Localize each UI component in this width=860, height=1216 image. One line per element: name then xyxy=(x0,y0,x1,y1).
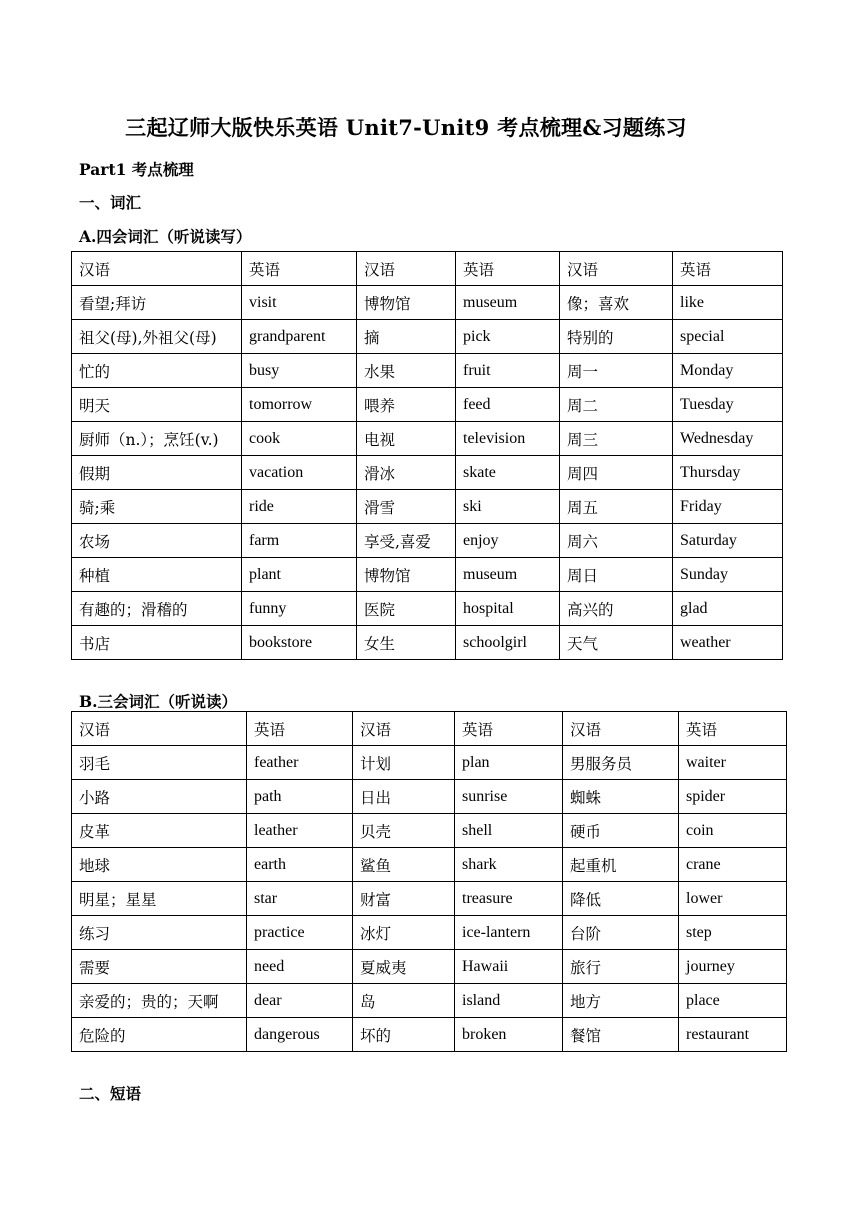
chinese-cell: 特别的 xyxy=(560,320,673,354)
chinese-cell: 坏的 xyxy=(353,1018,455,1052)
english-cell: 英语 xyxy=(455,712,563,746)
chinese-cell: 贝壳 xyxy=(353,814,455,848)
english-cell: broken xyxy=(455,1018,563,1052)
chinese-cell: 摘 xyxy=(357,320,456,354)
english-cell: lower xyxy=(679,882,787,916)
english-cell: glad xyxy=(673,592,783,626)
english-cell: farm xyxy=(242,524,357,558)
english-cell: Saturday xyxy=(673,524,783,558)
chinese-cell: 享受,喜爱 xyxy=(357,524,456,558)
english-cell: practice xyxy=(247,916,353,950)
table-row xyxy=(72,780,787,814)
chinese-cell: 蜘蛛 xyxy=(563,780,679,814)
english-cell: ski xyxy=(456,490,560,524)
chinese-cell: 亲爱的；贵的；天啊 xyxy=(72,984,247,1018)
english-cell: 英语 xyxy=(242,252,357,286)
table-row xyxy=(72,626,783,660)
english-cell: weather xyxy=(673,626,783,660)
table-row xyxy=(72,984,787,1018)
chinese-cell: 看望;拜访 xyxy=(72,286,242,320)
chinese-cell: 台阶 xyxy=(563,916,679,950)
english-cell: Tuesday xyxy=(673,388,783,422)
table-header-row xyxy=(72,252,783,286)
english-cell: museum xyxy=(456,286,560,320)
chinese-cell: 汉语 xyxy=(357,252,456,286)
chinese-cell: 厨师（n.）；烹饪(v.) xyxy=(72,422,242,456)
table-row xyxy=(72,882,787,916)
english-cell: need xyxy=(247,950,353,984)
english-cell: plant xyxy=(242,558,357,592)
chinese-cell: 高兴的 xyxy=(560,592,673,626)
section1-heading: 一、词汇 xyxy=(79,193,142,212)
english-cell: spider xyxy=(679,780,787,814)
english-cell: feed xyxy=(456,388,560,422)
english-cell: 英语 xyxy=(247,712,353,746)
english-cell: step xyxy=(679,916,787,950)
chinese-cell: 博物馆 xyxy=(357,286,456,320)
english-cell: funny xyxy=(242,592,357,626)
chinese-cell: 有趣的；滑稽的 xyxy=(72,592,242,626)
english-cell: 英语 xyxy=(456,252,560,286)
three-skill-vocab-table xyxy=(71,711,787,1052)
english-cell: dangerous xyxy=(247,1018,353,1052)
table-row xyxy=(72,558,783,592)
chinese-cell: 电视 xyxy=(357,422,456,456)
four-skill-vocab-table xyxy=(71,251,783,660)
english-cell: fruit xyxy=(456,354,560,388)
chinese-cell: 周四 xyxy=(560,456,673,490)
chinese-cell: 需要 xyxy=(72,950,247,984)
chinese-cell: 周一 xyxy=(560,354,673,388)
english-cell: 英语 xyxy=(679,712,787,746)
table-row xyxy=(72,592,783,626)
english-cell: star xyxy=(247,882,353,916)
chinese-cell: 冰灯 xyxy=(353,916,455,950)
chinese-cell: 喂养 xyxy=(357,388,456,422)
chinese-cell: 旅行 xyxy=(563,950,679,984)
english-cell: hospital xyxy=(456,592,560,626)
chinese-cell: 忙的 xyxy=(72,354,242,388)
chinese-cell: 羽毛 xyxy=(72,746,247,780)
chinese-cell: 周六 xyxy=(560,524,673,558)
chinese-cell: 周五 xyxy=(560,490,673,524)
chinese-cell: 练习 xyxy=(72,916,247,950)
english-cell: busy xyxy=(242,354,357,388)
table-row xyxy=(72,422,783,456)
chinese-cell: 汉语 xyxy=(72,252,242,286)
english-cell: Wednesday xyxy=(673,422,783,456)
chinese-cell: 地方 xyxy=(563,984,679,1018)
chinese-cell: 滑冰 xyxy=(357,456,456,490)
chinese-cell: 天气 xyxy=(560,626,673,660)
chinese-cell: 皮革 xyxy=(72,814,247,848)
table-row xyxy=(72,746,787,780)
english-cell: 英语 xyxy=(673,252,783,286)
chinese-cell: 财富 xyxy=(353,882,455,916)
chinese-cell: 岛 xyxy=(353,984,455,1018)
english-cell: island xyxy=(455,984,563,1018)
english-cell: crane xyxy=(679,848,787,882)
english-cell: waiter xyxy=(679,746,787,780)
chinese-cell: 餐馆 xyxy=(563,1018,679,1052)
table-row xyxy=(72,490,783,524)
chinese-cell: 女生 xyxy=(357,626,456,660)
chinese-cell: 汉语 xyxy=(72,712,247,746)
english-cell: path xyxy=(247,780,353,814)
chinese-cell: 周三 xyxy=(560,422,673,456)
table-row xyxy=(72,524,783,558)
chinese-cell: 周日 xyxy=(560,558,673,592)
english-cell: restaurant xyxy=(679,1018,787,1052)
table-row xyxy=(72,848,787,882)
tableA-heading: A.四会词汇（听说读写） xyxy=(79,227,252,246)
chinese-cell: 起重机 xyxy=(563,848,679,882)
chinese-cell: 明星；星星 xyxy=(72,882,247,916)
chinese-cell: 夏威夷 xyxy=(353,950,455,984)
tableB-heading: B.三会词汇（听说读） xyxy=(79,692,237,711)
english-cell: coin xyxy=(679,814,787,848)
english-cell: treasure xyxy=(455,882,563,916)
chinese-cell: 骑;乘 xyxy=(72,490,242,524)
chinese-cell: 汉语 xyxy=(560,252,673,286)
english-cell: vacation xyxy=(242,456,357,490)
chinese-cell: 水果 xyxy=(357,354,456,388)
english-cell: special xyxy=(673,320,783,354)
english-cell: tomorrow xyxy=(242,388,357,422)
chinese-cell: 鲨鱼 xyxy=(353,848,455,882)
chinese-cell: 降低 xyxy=(563,882,679,916)
table-row xyxy=(72,354,783,388)
english-cell: like xyxy=(673,286,783,320)
chinese-cell: 日出 xyxy=(353,780,455,814)
chinese-cell: 假期 xyxy=(72,456,242,490)
english-cell: pick xyxy=(456,320,560,354)
english-cell: ride xyxy=(242,490,357,524)
chinese-cell: 种植 xyxy=(72,558,242,592)
table-row xyxy=(72,1018,787,1052)
english-cell: ice-lantern xyxy=(455,916,563,950)
chinese-cell: 书店 xyxy=(72,626,242,660)
chinese-cell: 汉语 xyxy=(563,712,679,746)
table-row xyxy=(72,916,787,950)
table-header-row xyxy=(72,712,787,746)
table-row xyxy=(72,814,787,848)
table-row xyxy=(72,320,783,354)
chinese-cell: 医院 xyxy=(357,592,456,626)
english-cell: plan xyxy=(455,746,563,780)
chinese-cell: 计划 xyxy=(353,746,455,780)
english-cell: Hawaii xyxy=(455,950,563,984)
chinese-cell: 周二 xyxy=(560,388,673,422)
chinese-cell: 男服务员 xyxy=(563,746,679,780)
english-cell: enjoy xyxy=(456,524,560,558)
english-cell: museum xyxy=(456,558,560,592)
chinese-cell: 祖父(母),外祖父(母) xyxy=(72,320,242,354)
chinese-cell: 滑雪 xyxy=(357,490,456,524)
chinese-cell: 农场 xyxy=(72,524,242,558)
english-cell: dear xyxy=(247,984,353,1018)
chinese-cell: 像；喜欢 xyxy=(560,286,673,320)
english-cell: television xyxy=(456,422,560,456)
chinese-cell: 汉语 xyxy=(353,712,455,746)
english-cell: visit xyxy=(242,286,357,320)
chinese-cell: 明天 xyxy=(72,388,242,422)
table-row xyxy=(72,456,783,490)
english-cell: cook xyxy=(242,422,357,456)
english-cell: Monday xyxy=(673,354,783,388)
english-cell: Thursday xyxy=(673,456,783,490)
chinese-cell: 硬币 xyxy=(563,814,679,848)
english-cell: feather xyxy=(247,746,353,780)
table-row xyxy=(72,950,787,984)
english-cell: shell xyxy=(455,814,563,848)
table-row xyxy=(72,388,783,422)
part1-heading: Part1 考点梳理 xyxy=(79,160,194,179)
english-cell: schoolgirl xyxy=(456,626,560,660)
english-cell: shark xyxy=(455,848,563,882)
chinese-cell: 危险的 xyxy=(72,1018,247,1052)
chinese-cell: 地球 xyxy=(72,848,247,882)
english-cell: sunrise xyxy=(455,780,563,814)
chinese-cell: 小路 xyxy=(72,780,247,814)
english-cell: journey xyxy=(679,950,787,984)
english-cell: Friday xyxy=(673,490,783,524)
english-cell: Sunday xyxy=(673,558,783,592)
document-title: 三起辽师大版快乐英语 Unit7-Unit9 考点梳理&习题练习 xyxy=(125,115,687,140)
english-cell: place xyxy=(679,984,787,1018)
english-cell: bookstore xyxy=(242,626,357,660)
section2-heading: 二、短语 xyxy=(79,1084,142,1103)
table-row xyxy=(72,286,783,320)
english-cell: skate xyxy=(456,456,560,490)
english-cell: leather xyxy=(247,814,353,848)
chinese-cell: 博物馆 xyxy=(357,558,456,592)
english-cell: grandparent xyxy=(242,320,357,354)
english-cell: earth xyxy=(247,848,353,882)
